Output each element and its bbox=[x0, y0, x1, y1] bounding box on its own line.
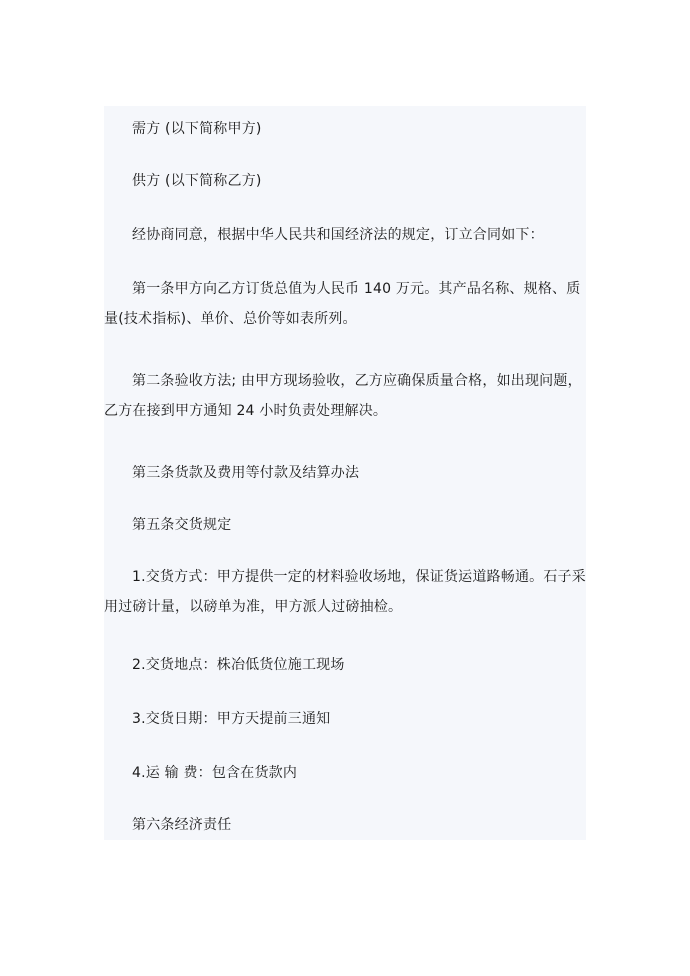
article-5: 第五条交货规定 bbox=[132, 517, 232, 533]
article-6: 第六条经济责任 bbox=[132, 817, 232, 833]
delivery-date: 3.交货日期：甲方天提前三通知 bbox=[132, 711, 331, 727]
article-2: 第二条验收方法; 由甲方现场验收，乙方应确保质量合格，如出现问题，乙方在接到甲方通知 24 小时负责处理解决。 bbox=[104, 373, 582, 419]
party-supplier: 供方 (以下简称乙方) bbox=[132, 173, 262, 189]
preamble: 经协商同意，根据中华人民共和国经济法的规定，订立合同如下： bbox=[132, 227, 544, 243]
delivery-method: 1.交货方式：甲方提供一定的材料验收场地，保证货运道路畅通。石子采用过磅计量，以磅单为准，甲方派人过磅抽检。 bbox=[104, 569, 586, 615]
transport-fee: 4.运 输 费：包含在货款内 bbox=[132, 765, 298, 781]
delivery-location: 2.交货地点：株冶低货位施工现场 bbox=[132, 657, 345, 673]
article-1: 第一条甲方向乙方订货总值为人民币 140 万元。其产品名称、规格、质量(技术指标)、单价、总价等如表所列。 bbox=[104, 281, 581, 327]
article-3: 第三条货款及费用等付款及结算办法 bbox=[132, 465, 360, 481]
party-buyer: 需方 (以下简称甲方) bbox=[132, 121, 262, 137]
